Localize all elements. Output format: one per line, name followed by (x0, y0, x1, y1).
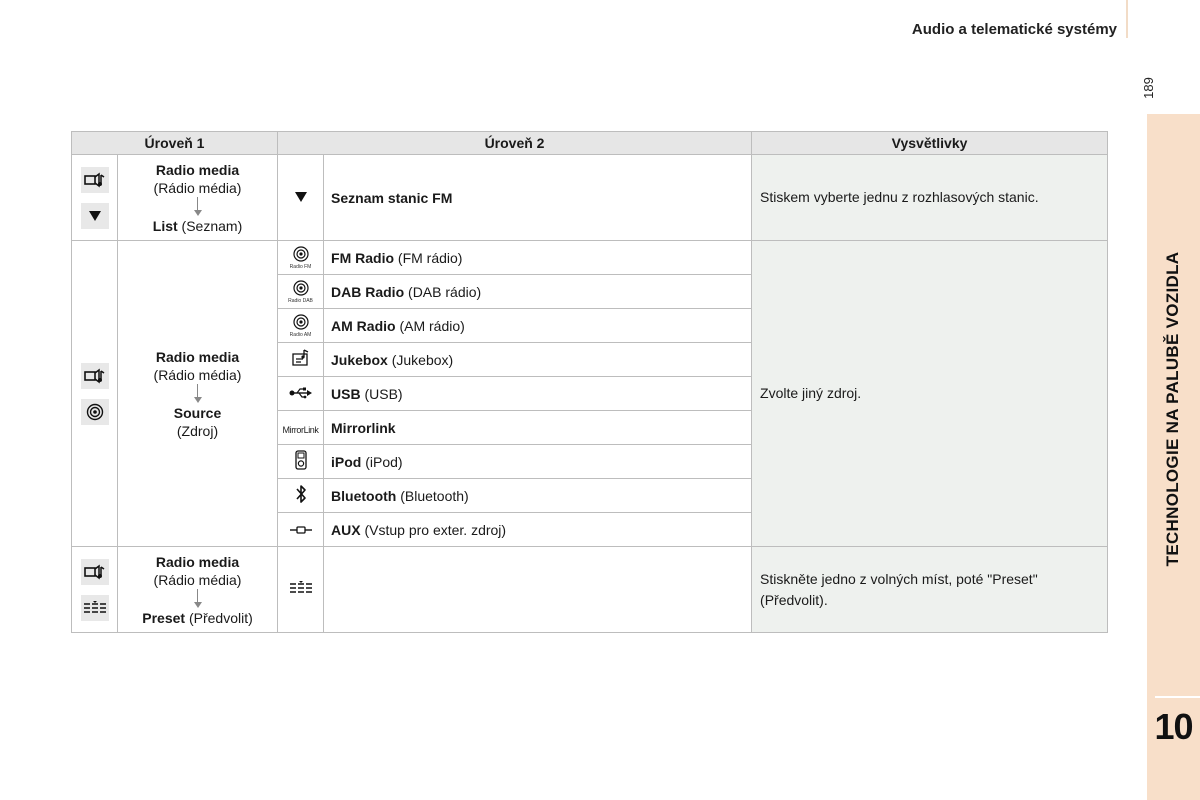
fm-radio-icon (278, 241, 324, 275)
ipod-icon (278, 445, 324, 479)
source-translation: (DAB rádio) (408, 283, 482, 300)
jukebox-icon (278, 343, 324, 377)
level1-item-translation: (Zdroj) (176, 422, 219, 439)
running-header: Audio a telematické systémy (911, 21, 1117, 38)
table-row (72, 241, 1108, 275)
am-radio-icon-label: Radio AM (289, 331, 312, 338)
source-translation: (Vstup pro exter. zdroj) (364, 521, 507, 538)
arrow-down-icon (118, 197, 277, 217)
triangle-down-icon (294, 191, 308, 203)
explanation-cell: Zvolte jiný zdroj. (752, 241, 1108, 547)
source-option (324, 241, 752, 275)
header-level1: Úroveň 1 (72, 132, 278, 155)
radio-media-icon (81, 167, 109, 193)
level1-title-translation: (Rádio média) (153, 571, 242, 588)
aux-icon (278, 513, 324, 547)
level1-title: Radio media (155, 161, 240, 178)
source-label: FM Radio (331, 249, 395, 266)
level1-title: Radio media (155, 553, 240, 570)
source-label: AM Radio (331, 317, 396, 334)
source-option (324, 513, 752, 547)
source-option (324, 309, 752, 343)
am-radio-icon (278, 309, 324, 343)
source-label: Jukebox (331, 351, 388, 368)
level2-text (324, 155, 752, 241)
level2-icon (278, 155, 324, 241)
radio-media-icon (81, 559, 109, 585)
level1-item: List (152, 217, 178, 234)
source-label: Bluetooth (331, 487, 397, 504)
source-translation: (iPod) (365, 453, 403, 470)
header-rule (1126, 0, 1128, 38)
source-label: Mirrorlink (331, 419, 396, 436)
level1-item-translation: (Předvolit) (188, 609, 253, 626)
level2-label: Seznam stanic FM (331, 189, 453, 206)
source-option (324, 445, 752, 479)
source-translation: (Jukebox) (391, 351, 454, 368)
level1-item: Preset (142, 609, 186, 626)
explanation-cell: Stiskem vyberte jednu z rozhlasových stanic. (752, 155, 1108, 241)
source-translation: (USB) (364, 385, 403, 402)
header-level2: Úroveň 2 (278, 132, 752, 155)
level1-title-translation: (Rádio média) (153, 179, 242, 196)
source-icon (81, 399, 109, 425)
level1-item-translation: (Seznam) (181, 217, 243, 234)
source-label: USB (331, 385, 361, 402)
level1-cell (118, 547, 278, 633)
source-option (324, 411, 752, 445)
source-option (324, 275, 752, 309)
mirrorlink-logo: MirrorLink (282, 424, 319, 435)
fm-radio-icon-label: Radio FM (289, 263, 312, 270)
source-option (324, 479, 752, 513)
sidebar-divider (1155, 696, 1200, 698)
bluetooth-icon (278, 479, 324, 513)
table-header-row (72, 132, 1108, 155)
level1-cell (118, 155, 278, 241)
table-row (72, 547, 1108, 633)
source-option (324, 343, 752, 377)
chapter-number: 10 (1154, 706, 1193, 747)
arrow-down-icon (118, 384, 277, 404)
level2-text (324, 547, 752, 633)
source-label: iPod (331, 453, 362, 470)
source-translation: (AM rádio) (399, 317, 465, 334)
level1-item: Source (173, 404, 222, 421)
level1-icons (72, 241, 118, 547)
level1-title: Radio media (155, 348, 240, 365)
radio-media-icon (81, 363, 109, 389)
source-option (324, 377, 752, 411)
dab-radio-icon (278, 275, 324, 309)
source-translation: (Bluetooth) (400, 487, 469, 504)
source-label: DAB Radio (331, 283, 405, 300)
usb-icon (278, 377, 324, 411)
header-explanation: Vysvětlivky (752, 132, 1108, 155)
section-title: TECHNOLOGIE NA PALUBĚ VOZIDLA (1163, 251, 1182, 567)
preset-icon (278, 547, 324, 633)
source-label: AUX (331, 521, 361, 538)
preset-icon (81, 595, 109, 621)
arrow-down-icon (118, 589, 277, 609)
chapter-sidebar (1147, 114, 1200, 800)
mirrorlink-icon (278, 411, 324, 445)
level1-icons (72, 155, 118, 241)
table-row (72, 155, 1108, 241)
menu-table (71, 131, 1108, 633)
dab-radio-icon-label: Radio DAB (288, 297, 313, 304)
level1-icons (72, 547, 118, 633)
source-translation: (FM rádio) (397, 249, 463, 266)
level1-title-translation: (Rádio média) (153, 366, 242, 383)
triangle-down-icon (81, 203, 109, 229)
page-number: 189 (1141, 77, 1156, 99)
explanation-cell: Stiskněte jedno z volných míst, poté "Preset" (Předvolit). (752, 547, 1108, 633)
level1-cell (118, 241, 278, 547)
